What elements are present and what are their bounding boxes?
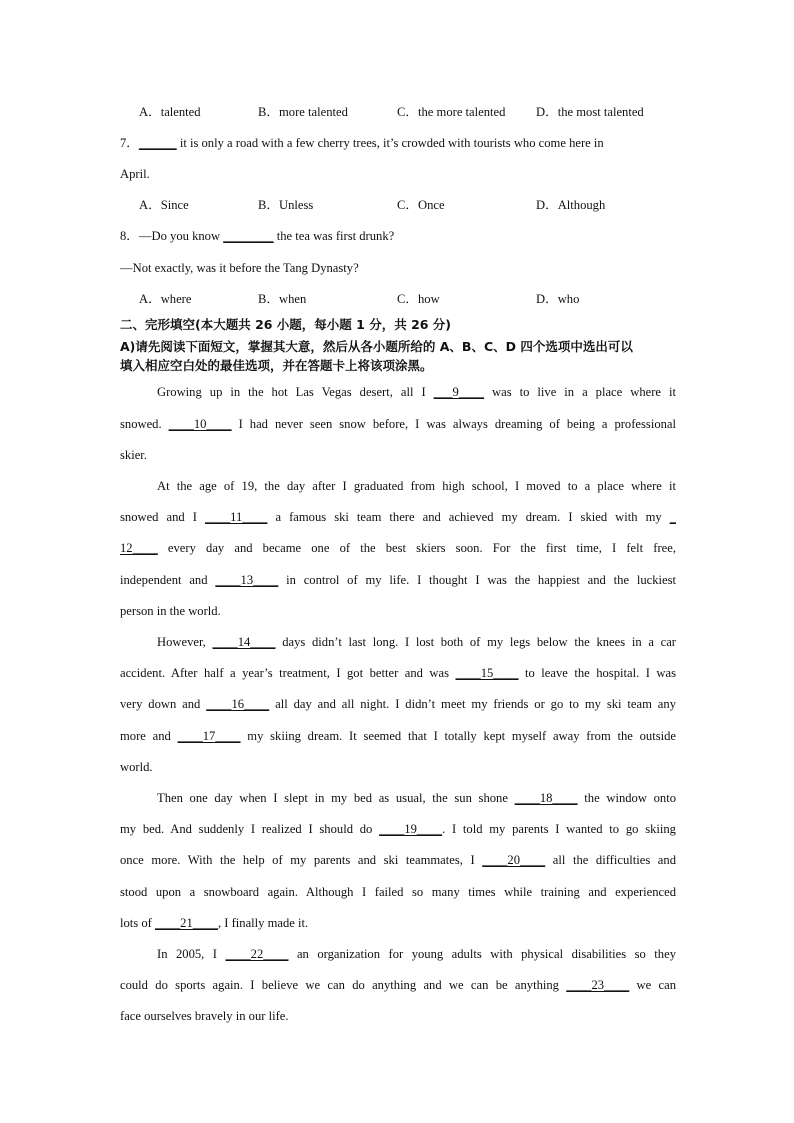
q8-post: the tea was first drunk? bbox=[273, 229, 395, 243]
passage-text: a famous ski team there and achieved my dream. I skied with my bbox=[267, 510, 670, 524]
q7-option-d: D．Although bbox=[536, 198, 606, 212]
passage-text: In 2005, I bbox=[157, 947, 226, 961]
passage-text: snowed and I bbox=[120, 510, 205, 524]
passage-text: days didn’t last long. I lost both of my legs below the knees in a car bbox=[275, 635, 676, 649]
q7-option-a: A．Since bbox=[139, 198, 189, 212]
passage-line bbox=[120, 665, 676, 681]
q7-stem-cont: April. bbox=[120, 167, 150, 181]
q7-number: 7． bbox=[120, 136, 139, 150]
passage-line bbox=[120, 540, 676, 556]
q8-blank: ________ bbox=[223, 229, 274, 243]
q7-option-b: B．Unless bbox=[258, 198, 314, 212]
blank-12-start: _ bbox=[669, 510, 676, 524]
passage-line bbox=[120, 821, 676, 837]
passage-text: all the difficulties and bbox=[545, 853, 676, 867]
passage-line bbox=[120, 416, 676, 432]
q7-stem bbox=[120, 135, 676, 151]
passage-line bbox=[120, 696, 676, 712]
passage-text: accident. After half a year’s treatment, I got better and was bbox=[120, 666, 456, 680]
blank-13: ____13____ bbox=[215, 573, 279, 587]
q8-option-b: B．when bbox=[258, 292, 307, 306]
passage-line: stood upon a snowboard again. Although I failed so many times while training and experienced bbox=[120, 885, 676, 899]
blank-17: ____17____ bbox=[177, 729, 241, 743]
passage-text: my skiing dream. It seemed that I totally kept myself away from the outside bbox=[240, 729, 677, 743]
passage-text: very down and bbox=[120, 697, 207, 711]
q8-reply: —Not exactly, was it before the Tang Dynasty? bbox=[120, 261, 359, 275]
q8-pre: —Do you know bbox=[138, 229, 224, 243]
q6-option-d: D．the most talented bbox=[536, 105, 644, 119]
passage-line bbox=[120, 572, 676, 588]
q7-text: it is only a road with a few cherry trees, it’s crowded with tourists who come here in bbox=[176, 136, 604, 150]
q6-option-b: B．more talented bbox=[258, 105, 348, 119]
blank-19: ____19____ bbox=[379, 822, 443, 836]
passage-line bbox=[120, 977, 676, 993]
passage-line: person in the world. bbox=[120, 604, 221, 618]
passage-text: in control of my life. I thought I was the happiest and the luckiest bbox=[278, 573, 676, 587]
passage-text: , I finally made it. bbox=[217, 916, 309, 930]
q8-number: 8． bbox=[120, 229, 139, 243]
passage-line bbox=[120, 915, 676, 931]
passage-text: an organization for young adults with physical disabilities so they bbox=[288, 947, 676, 961]
passage-text: . I told my parents I wanted to go skiing bbox=[442, 822, 676, 836]
passage-line: face ourselves bravely in our life. bbox=[120, 1009, 289, 1023]
passage-text: was to live in a place where it bbox=[484, 385, 676, 399]
passage-line bbox=[120, 728, 676, 744]
section-heading: 二、完形填空(本大题共 26 小题，每小题 1 分，共 26 分) bbox=[120, 317, 452, 332]
blank-16: ____16____ bbox=[206, 697, 270, 711]
passage-text: independent and bbox=[120, 573, 216, 587]
passage-line bbox=[157, 634, 676, 650]
passage-text: we can bbox=[629, 978, 676, 992]
blank-11: ____11____ bbox=[204, 510, 268, 524]
q8-stem bbox=[120, 228, 676, 244]
passage-text: my bed. And suddenly I realized I should do bbox=[120, 822, 380, 836]
q6-option-a: A．talented bbox=[139, 105, 201, 119]
passage-text: I had never seen snow before, I was always dreaming of being a professional bbox=[231, 417, 676, 431]
q8-option-d: D．who bbox=[536, 292, 580, 306]
section-instruction-2: 填入相应空白处的最佳选项，并在答题卡上将该项涂黑。 bbox=[120, 358, 433, 373]
passage-text: more and bbox=[120, 729, 178, 743]
blank-22: ____22____ bbox=[225, 947, 289, 961]
blank-14: ____14____ bbox=[212, 635, 276, 649]
passage-text: Growing up in the hot Las Vegas desert, all I bbox=[157, 385, 434, 399]
blank-15: ____15____ bbox=[455, 666, 519, 680]
passage-line bbox=[157, 790, 676, 806]
q7-blank: ______ bbox=[138, 136, 177, 150]
blank-21: ____21____ bbox=[154, 916, 218, 930]
passage-text: every day and became one of the best skiers soon. For the first time, I felt free, bbox=[157, 541, 676, 555]
q8-option-a: A．where bbox=[139, 292, 192, 306]
passage-line: world. bbox=[120, 760, 153, 774]
q8-option-c: C．how bbox=[397, 292, 440, 306]
passage-line bbox=[120, 509, 676, 525]
section-instruction-1: A)请先阅读下面短文，掌握其大意，然后从各小题所给的 A、B、C、D 四个选项中选出可以 bbox=[120, 339, 633, 354]
passage-text: could do sports again. I believe we can do anything and we can be anything bbox=[120, 978, 567, 992]
passage-text: Then one day when I slept in my bed as usual, the sun shone bbox=[157, 791, 515, 805]
passage-line bbox=[157, 384, 676, 400]
passage-text: to leave the hospital. I was bbox=[518, 666, 676, 680]
blank-12: 12____ bbox=[120, 541, 158, 555]
passage-line bbox=[157, 946, 676, 962]
passage-text: all day and all night. I didn’t meet my friends or go to my ski team any bbox=[269, 697, 676, 711]
passage-line: skier. bbox=[120, 448, 147, 462]
blank-10: ____10____ bbox=[168, 417, 232, 431]
passage-line: At the age of 19, the day after I graduated from high school, I moved to a place where it bbox=[157, 479, 676, 493]
q6-option-c: C．the more talented bbox=[397, 105, 506, 119]
blank-9: ___9____ bbox=[433, 385, 485, 399]
passage-text: snowed. bbox=[120, 417, 169, 431]
passage-text: once more. With the help of my parents and ski teammates, I bbox=[120, 853, 483, 867]
blank-20: ____20____ bbox=[482, 853, 546, 867]
blank-23: ____23____ bbox=[566, 978, 630, 992]
passage-text: the window onto bbox=[577, 791, 676, 805]
passage-line bbox=[120, 852, 676, 868]
passage-text: lots of bbox=[120, 916, 155, 930]
blank-18: ____18____ bbox=[514, 791, 578, 805]
passage-text: However, bbox=[157, 635, 213, 649]
q7-option-c: C．Once bbox=[397, 198, 445, 212]
